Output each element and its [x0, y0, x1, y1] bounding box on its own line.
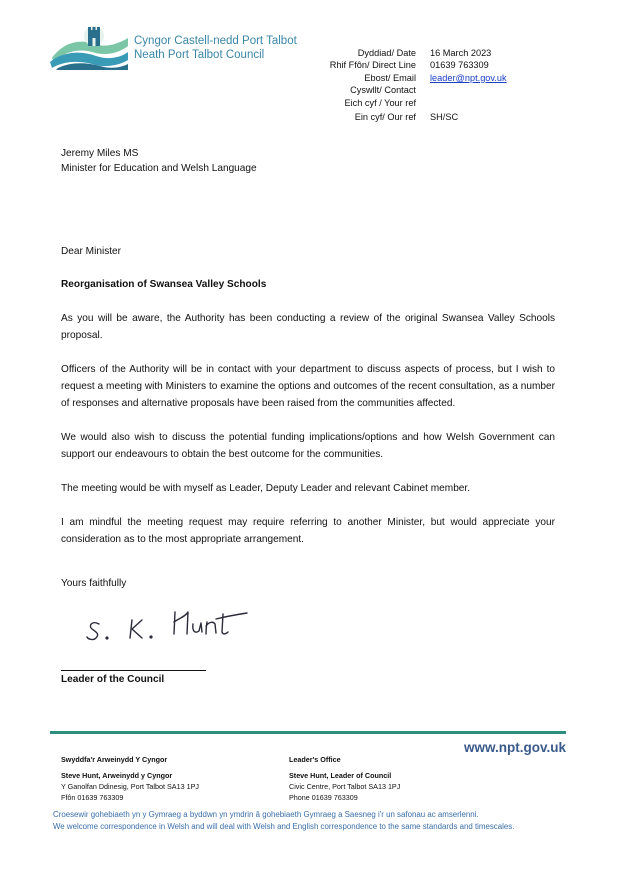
language-statement-welsh: Croesewir gohebiaeth yn y Gymraeg a byddwn yn ymdrin â gohebiaeth Gymraeg a Saesneg i'r un safonau ac amserlenni.	[53, 810, 479, 819]
letter-body	[61, 310, 555, 548]
body-paragraph-4: The meeting would be with myself as Leader, Deputy Leader and relevant Cabinet member.	[61, 483, 471, 494]
footer-welsh-office	[61, 754, 199, 803]
welsh-office-address: Y Ganolfan Ddinesig, Port Talbot SA13 1PJ	[61, 782, 199, 791]
body-paragraph-2: Officers of the Authority will be in contact with your department to discuss aspects of process, but I wish to request a meeting with Ministers to examine the options and outcomes of the recent consultation, as a number of responses and alternative proposals have been raised from the communities affected.	[61, 364, 555, 409]
website-url[interactable]: www.npt.gov.uk	[464, 740, 566, 755]
welsh-office-name: Steve Hunt, Arweinydd y Cyngor	[61, 771, 173, 780]
council-name-welsh: Cyngor Castell-nedd Port Talbot	[134, 35, 297, 47]
council-crest-icon	[48, 24, 130, 72]
footer-divider	[50, 731, 566, 734]
welsh-office-heading: Swyddfa'r Arweinydd Y Cyngor	[61, 755, 168, 764]
meta-contact: Cyswllt/ Contact	[350, 85, 416, 96]
language-statement-english: We welcome correspondence in Welsh and will deal with Welsh and English correspondence to the same standards and timescales.	[53, 822, 515, 831]
recipient-block	[61, 146, 257, 176]
email-link[interactable]: leader@npt.gov.uk	[430, 72, 507, 83]
english-office-name: Steve Hunt, Leader of Council	[289, 771, 392, 780]
closing: Yours faithfully	[61, 578, 127, 589]
signatory-title: Leader of the Council	[61, 674, 165, 685]
footer-english-office	[289, 754, 400, 803]
meta-direct-line: Rhif Ffôn/ Direct Line 01639 763309	[329, 60, 489, 71]
council-name-english: Neath Port Talbot Council	[134, 49, 265, 61]
body-paragraph-1: As you will be aware, the Authority has been conducting a review of the original Swansea Valley Schools proposal.	[61, 313, 555, 341]
meta-email: Ebost/ Email leader@npt.gov.uk	[364, 72, 507, 83]
body-paragraph-5: I am mindful the meeting request may require referring to another Minister, but would appreciate your consideration as to the most appropriate arrangement.	[61, 517, 555, 545]
body-paragraph-3: We would also wish to discuss the potential funding implications/options and how Welsh Government can support our endeavours to obtain the best outcome for the communities.	[61, 432, 555, 460]
recipient-title: Minister for Education and Welsh Language	[61, 163, 257, 174]
subject-line: Reorganisation of Swansea Valley Schools	[61, 279, 267, 290]
welsh-office-phone: Ffôn 01639 763309	[61, 793, 124, 802]
recipient-name: Jeremy Miles MS	[61, 148, 139, 159]
letter-meta	[306, 47, 566, 123]
english-office-heading: Leader's Office	[289, 755, 341, 764]
meta-date: Dyddiad/ Date 16 March 2023	[357, 48, 492, 58]
language-statement	[53, 809, 583, 833]
salutation: Dear Minister	[61, 246, 122, 257]
english-office-phone: Phone 01639 763309	[289, 793, 358, 802]
meta-our-ref: Ein cyf/ Our ref SH/SC	[354, 112, 459, 123]
handwritten-signature	[82, 598, 262, 648]
council-logo	[48, 24, 130, 72]
meta-your-ref: Eich cyf / Your ref	[344, 97, 416, 108]
english-office-address: Civic Centre, Port Talbot SA13 1PJ	[289, 782, 401, 791]
